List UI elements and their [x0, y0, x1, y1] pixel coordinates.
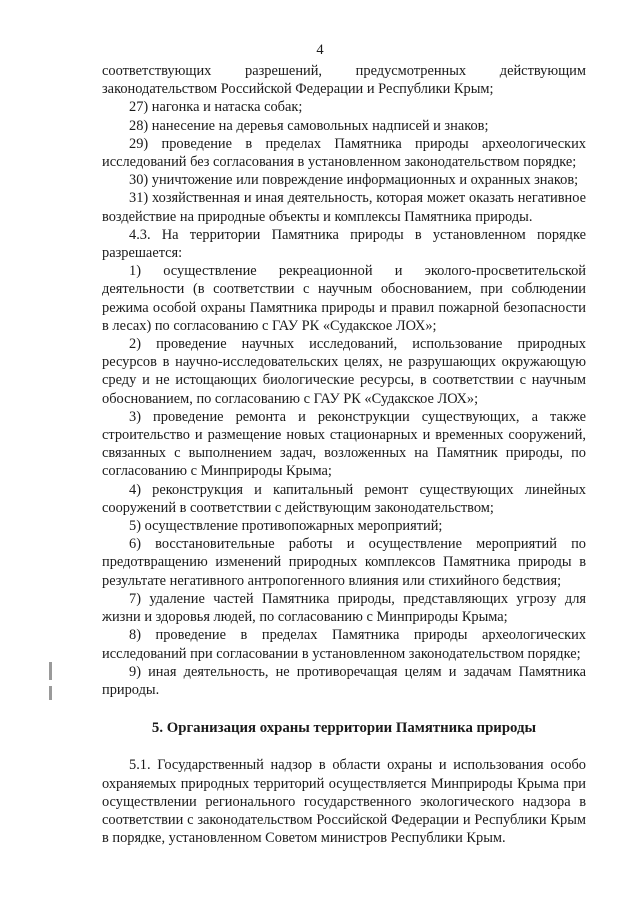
allowed-item-1: 1) осуществление рекреационной и эколого-просветительской деятельности (в соответствии с научным обоснованием, при соблюдении режима особой охраны Памятника природы и правил пожарной безопасности в лесах) по согласованию с ГАУ РК «Судакское ЛОХ»;	[102, 263, 586, 334]
list-item-28: 28) нанесение на деревья самовольных надписей и знаков;	[129, 117, 489, 134]
allowed-item-9: 9) иная деятельность, не противоречащая целям и задачам Памятника природы.	[102, 663, 586, 698]
section-heading: 5. Организация охраны территории Памятника природы	[151, 720, 537, 737]
allowed-item-7: 7) удаление частей Памятника природы, представляющих угрозу для жизни и здоровья людей, по согласованию с Минприроды Крыма;	[102, 590, 586, 626]
allowed-item-8: 8) проведение в пределах Памятника природы археологических исследований при согласовании в установленном законодательством порядке;	[102, 627, 586, 662]
list-item-29: 29) проведение в пределах Памятника природы археологических исследований без согласования в установленном законодательством порядке;	[102, 135, 586, 171]
list-item-27: 27) нагонка и натаска собак;	[129, 99, 303, 116]
allowed-item-5: 5) осуществление противопожарных мероприятий;	[129, 518, 443, 535]
allowed-item-3: 3) проведение ремонта и реконструкции существующих, а также строительство и размещение новых стационарных и временных сооружений, связанных с выполнением задач, возложенных на Памятник природы, по согласованию с Минприроды Крыма;	[102, 408, 586, 480]
clause-4-3: 4.3. На территории Памятника природы в установленном порядке разрешается:	[102, 226, 586, 262]
clause-5-1: 5.1. Государственный надзор в области охраны и использования особо охраняемых природных территорий осуществляется Минприроды Крыма при осуществлении регионального государственного экологического надзора в соответствии с законодательством Российской Федерации и Республики Крым в порядке, установленном Советом министров Республики Крым.	[102, 757, 586, 847]
paragraph-continuation: соответствующих разрешений, предусмотренных действующим законодательством Российской Федерации и Республики Крым;	[102, 63, 586, 98]
scan-margin-mark	[49, 662, 52, 680]
document-body	[102, 62, 586, 847]
page-number: 4	[316, 42, 324, 58]
list-item-30: 30) уничтожение или повреждение информационных и охранных знаков;	[129, 172, 579, 189]
allowed-item-4: 4) реконструкция и капитальный ремонт существующих линейных сооружений в соответствии с действующим законодательством;	[102, 481, 586, 516]
scan-margin-mark	[49, 686, 52, 700]
allowed-item-2: 2) проведение научных исследований, использование природных ресурсов в научно-исследовательских целях, не разрушающих окружающую среду и не истощающих биологические ресурсы, в соответствии с научным обоснованием, по согласованию с ГАУ РК «Судакское ЛОХ»;	[102, 336, 586, 407]
list-item-31: 31) хозяйственная и иная деятельность, которая может оказать негативное воздействие на природные объекты и комплексы Памятника природы.	[102, 190, 586, 225]
allowed-item-6: 6) восстановительные работы и осуществление мероприятий по предотвращению изменений природных комплексов Памятника природы в результате негативного антропогенного влияния или стихийного бедствия;	[102, 536, 586, 589]
